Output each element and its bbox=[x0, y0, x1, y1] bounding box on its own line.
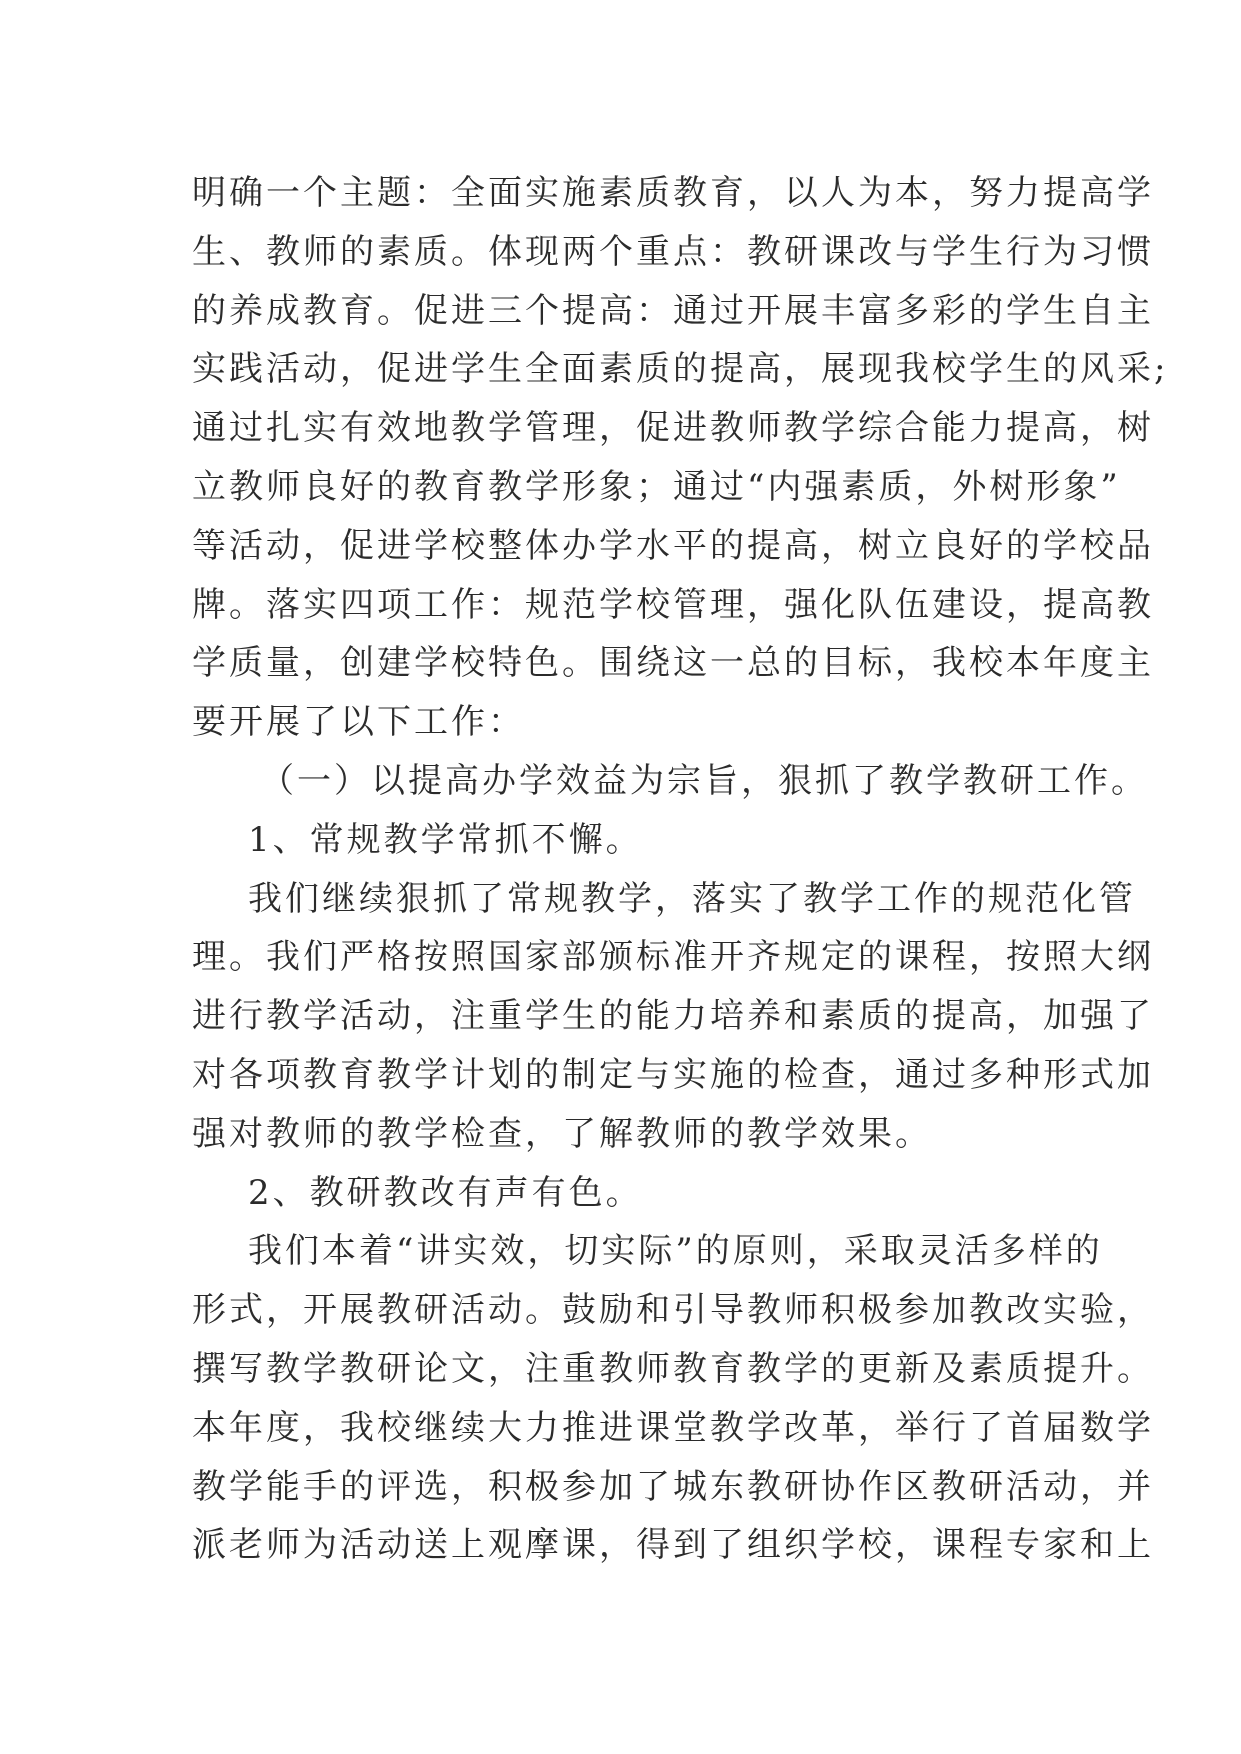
text-line: 要开展了以下工作： bbox=[192, 702, 525, 743]
paragraph-first-line: 我们本着“讲实效，切实际”的原则，采取灵活多样的 bbox=[248, 1231, 1103, 1272]
text-line: 撰写教学教研论文，注重教师教育教学的更新及素质提升。 bbox=[192, 1348, 1154, 1389]
text-line: 教学能手的评选，积极参加了城东教研协作区教研活动，并 bbox=[192, 1466, 1154, 1507]
text-line: 本年度，我校继续大力推进课堂教学改革，举行了首届数学 bbox=[192, 1407, 1154, 1448]
text-line: 通过扎实有效地教学管理，促进教师教学综合能力提高，树 bbox=[192, 408, 1154, 449]
subsection-heading: 2、教研教改有声有色。 bbox=[248, 1172, 643, 1213]
text-line: 生、教师的素质。体现两个重点：教研课改与学生行为习惯 bbox=[192, 231, 1154, 272]
document-body bbox=[192, 164, 1169, 1575]
text-line: 明确一个主题：全面实施素质教育，以人为本，努力提高学 bbox=[192, 173, 1154, 213]
subsection-heading: 1、常规教学常抓不懈。 bbox=[248, 819, 643, 860]
text-line: 立教师良好的教育教学形象；通过“内强素质，外树形象” bbox=[192, 466, 1121, 507]
text-line: 学质量，创建学校特色。围绕这一总的目标，我校本年度主 bbox=[192, 643, 1154, 684]
text-line: 派老师为活动送上观摩课，得到了组织学校，课程专家和上 bbox=[192, 1525, 1154, 1566]
section-heading: （一）以提高办学效益为宗旨，狠抓了教学教研工作。 bbox=[260, 760, 1148, 801]
text-line: 实践活动，促进学生全面素质的提高，展现我校学生的风采; bbox=[192, 349, 1169, 390]
text-line: 理。我们严格按照国家部颁标准开齐规定的课程，按照大纲 bbox=[192, 937, 1154, 978]
text-line: 进行教学活动，注重学生的能力培养和素质的提高，加强了 bbox=[192, 996, 1154, 1037]
text-line: 的养成教育。促进三个提高：通过开展丰富多彩的学生自主 bbox=[192, 290, 1154, 331]
text-line: 对各项教育教学计划的制定与实施的检查，通过多种形式加 bbox=[192, 1054, 1154, 1095]
text-line: 等活动，促进学校整体办学水平的提高，树立良好的学校品 bbox=[192, 525, 1154, 566]
text-line: 牌。落实四项工作：规范学校管理，强化队伍建设，提高教 bbox=[192, 584, 1154, 625]
text-line: 形式，开展教研活动。鼓励和引导教师积极参加教改实验， bbox=[192, 1290, 1154, 1331]
text-line: 强对教师的教学检查，了解教师的教学效果。 bbox=[192, 1113, 932, 1154]
paragraph-first-line: 我们继续狠抓了常规教学，落实了教学工作的规范化管 bbox=[248, 878, 1136, 919]
